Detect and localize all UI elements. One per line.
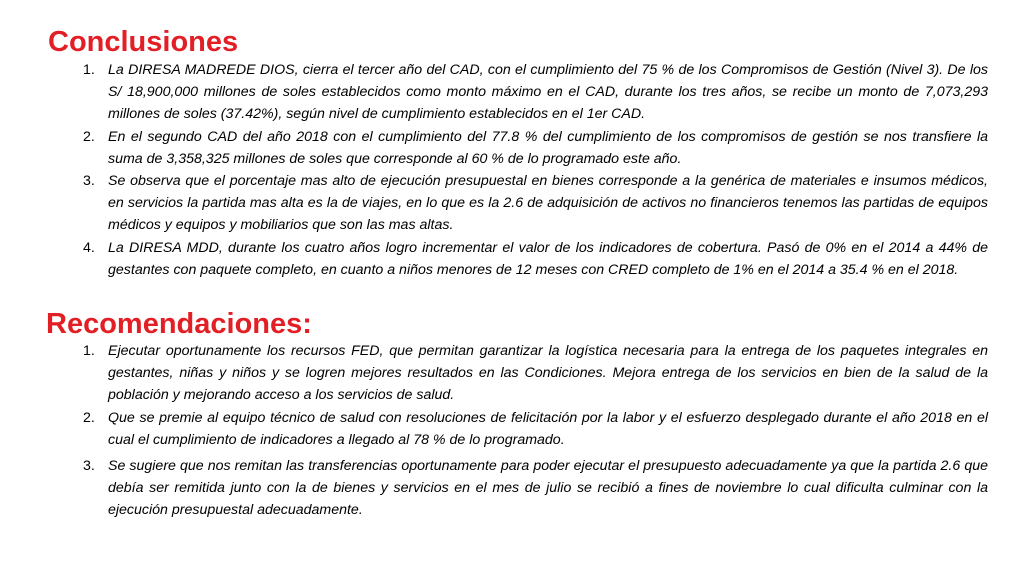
item-text: Ejecutar oportunamente los recursos FED, que permitan garantizar la logística necesaria para la entrega de los paquetes integrales en gestantes, niñas y niños y se logren mejores resultados en las Condiciones. Mejora entrega de los servicios en bien de la salud de la población y mejorando acceso a los servicios de salud. xyxy=(108,343,988,404)
item-number: 1. xyxy=(83,343,95,359)
conclusion-item-1 xyxy=(74,59,988,126)
item-number: 2. xyxy=(83,409,95,426)
conclusiones-heading: Conclusiones xyxy=(48,26,239,58)
recomendacion-item-3 xyxy=(74,455,988,522)
recomendacion-item-1 xyxy=(74,340,988,407)
conclusion-item-4 xyxy=(74,237,988,281)
item-text: Se observa que el porcentaje mas alto de ejecución presupuestal en bienes corresponde a la genérica de materiales e insumos médicos, en servicios la partida mas alta es la de viajes, en lo que es la 2.6 de adquisición de activos no financieros tenemos las partidas de equipos médicos y equipos y mobiliarios que son las mas altas. xyxy=(108,173,988,234)
item-text: En el segundo CAD del año 2018 con el cumplimiento del 77.8 % del cumplimiento de los compromisos de gestión se nos transfiere la suma de 3,358,325 millones de soles que corresponde al 60 % de lo programado este año. xyxy=(108,128,988,167)
item-number: 3. xyxy=(83,173,95,190)
recomendaciones-heading: Recomendaciones: xyxy=(46,308,312,340)
conclusion-item-2 xyxy=(74,126,988,170)
item-number: 2. xyxy=(83,128,95,145)
item-number: 4. xyxy=(83,239,95,256)
recomendaciones-list xyxy=(74,340,988,522)
item-text: La DIRESA MADREDE DIOS, cierra el tercer año del CAD, con el cumplimiento del 75 % de los Compromisos de Gestión (Nivel 3). De los S/ 18,900,000 millones de soles establecidos como monto máximo en el CAD, durante los tres años, se recibe un monto de 7,073,293 millones de soles (37.42%), según nivel de cumplimiento establecidos en el 1er CAD. xyxy=(108,62,988,123)
item-text: La DIRESA MDD, durante los cuatro años logro incrementar el valor de los indicadores de cobertura. Pasó de 0% en el 2014 a 44% de gestantes con paquete completo, en cuanto a niños menores de 12 meses con CRED completo de 1% en el 2014 a 35.4 % en el 2018. xyxy=(108,239,988,278)
recomendacion-item-2 xyxy=(74,407,988,451)
item-number: 3. xyxy=(83,458,95,475)
item-text: Que se premie al equipo técnico de salud con resoluciones de felicitación por la labor y el esfuerzo desplegado durante el año 2018 en el cual el cumplimiento de indicadores a llegado al 78 % de lo programado. xyxy=(108,409,988,448)
item-text: Se sugiere que nos remitan las transferencias oportunamente para poder ejecutar el presupuesto adecuadamente ya que la partida 2.6 que debía ser remitida junto con la de bienes y servicios en el mes de julio se recibió a fines de noviembre lo cual dificulta culminar con la ejecución presupuestal adecuadamente. xyxy=(108,458,988,519)
conclusion-item-3 xyxy=(74,170,988,237)
conclusiones-list xyxy=(74,59,988,281)
item-number: 1. xyxy=(83,62,95,78)
